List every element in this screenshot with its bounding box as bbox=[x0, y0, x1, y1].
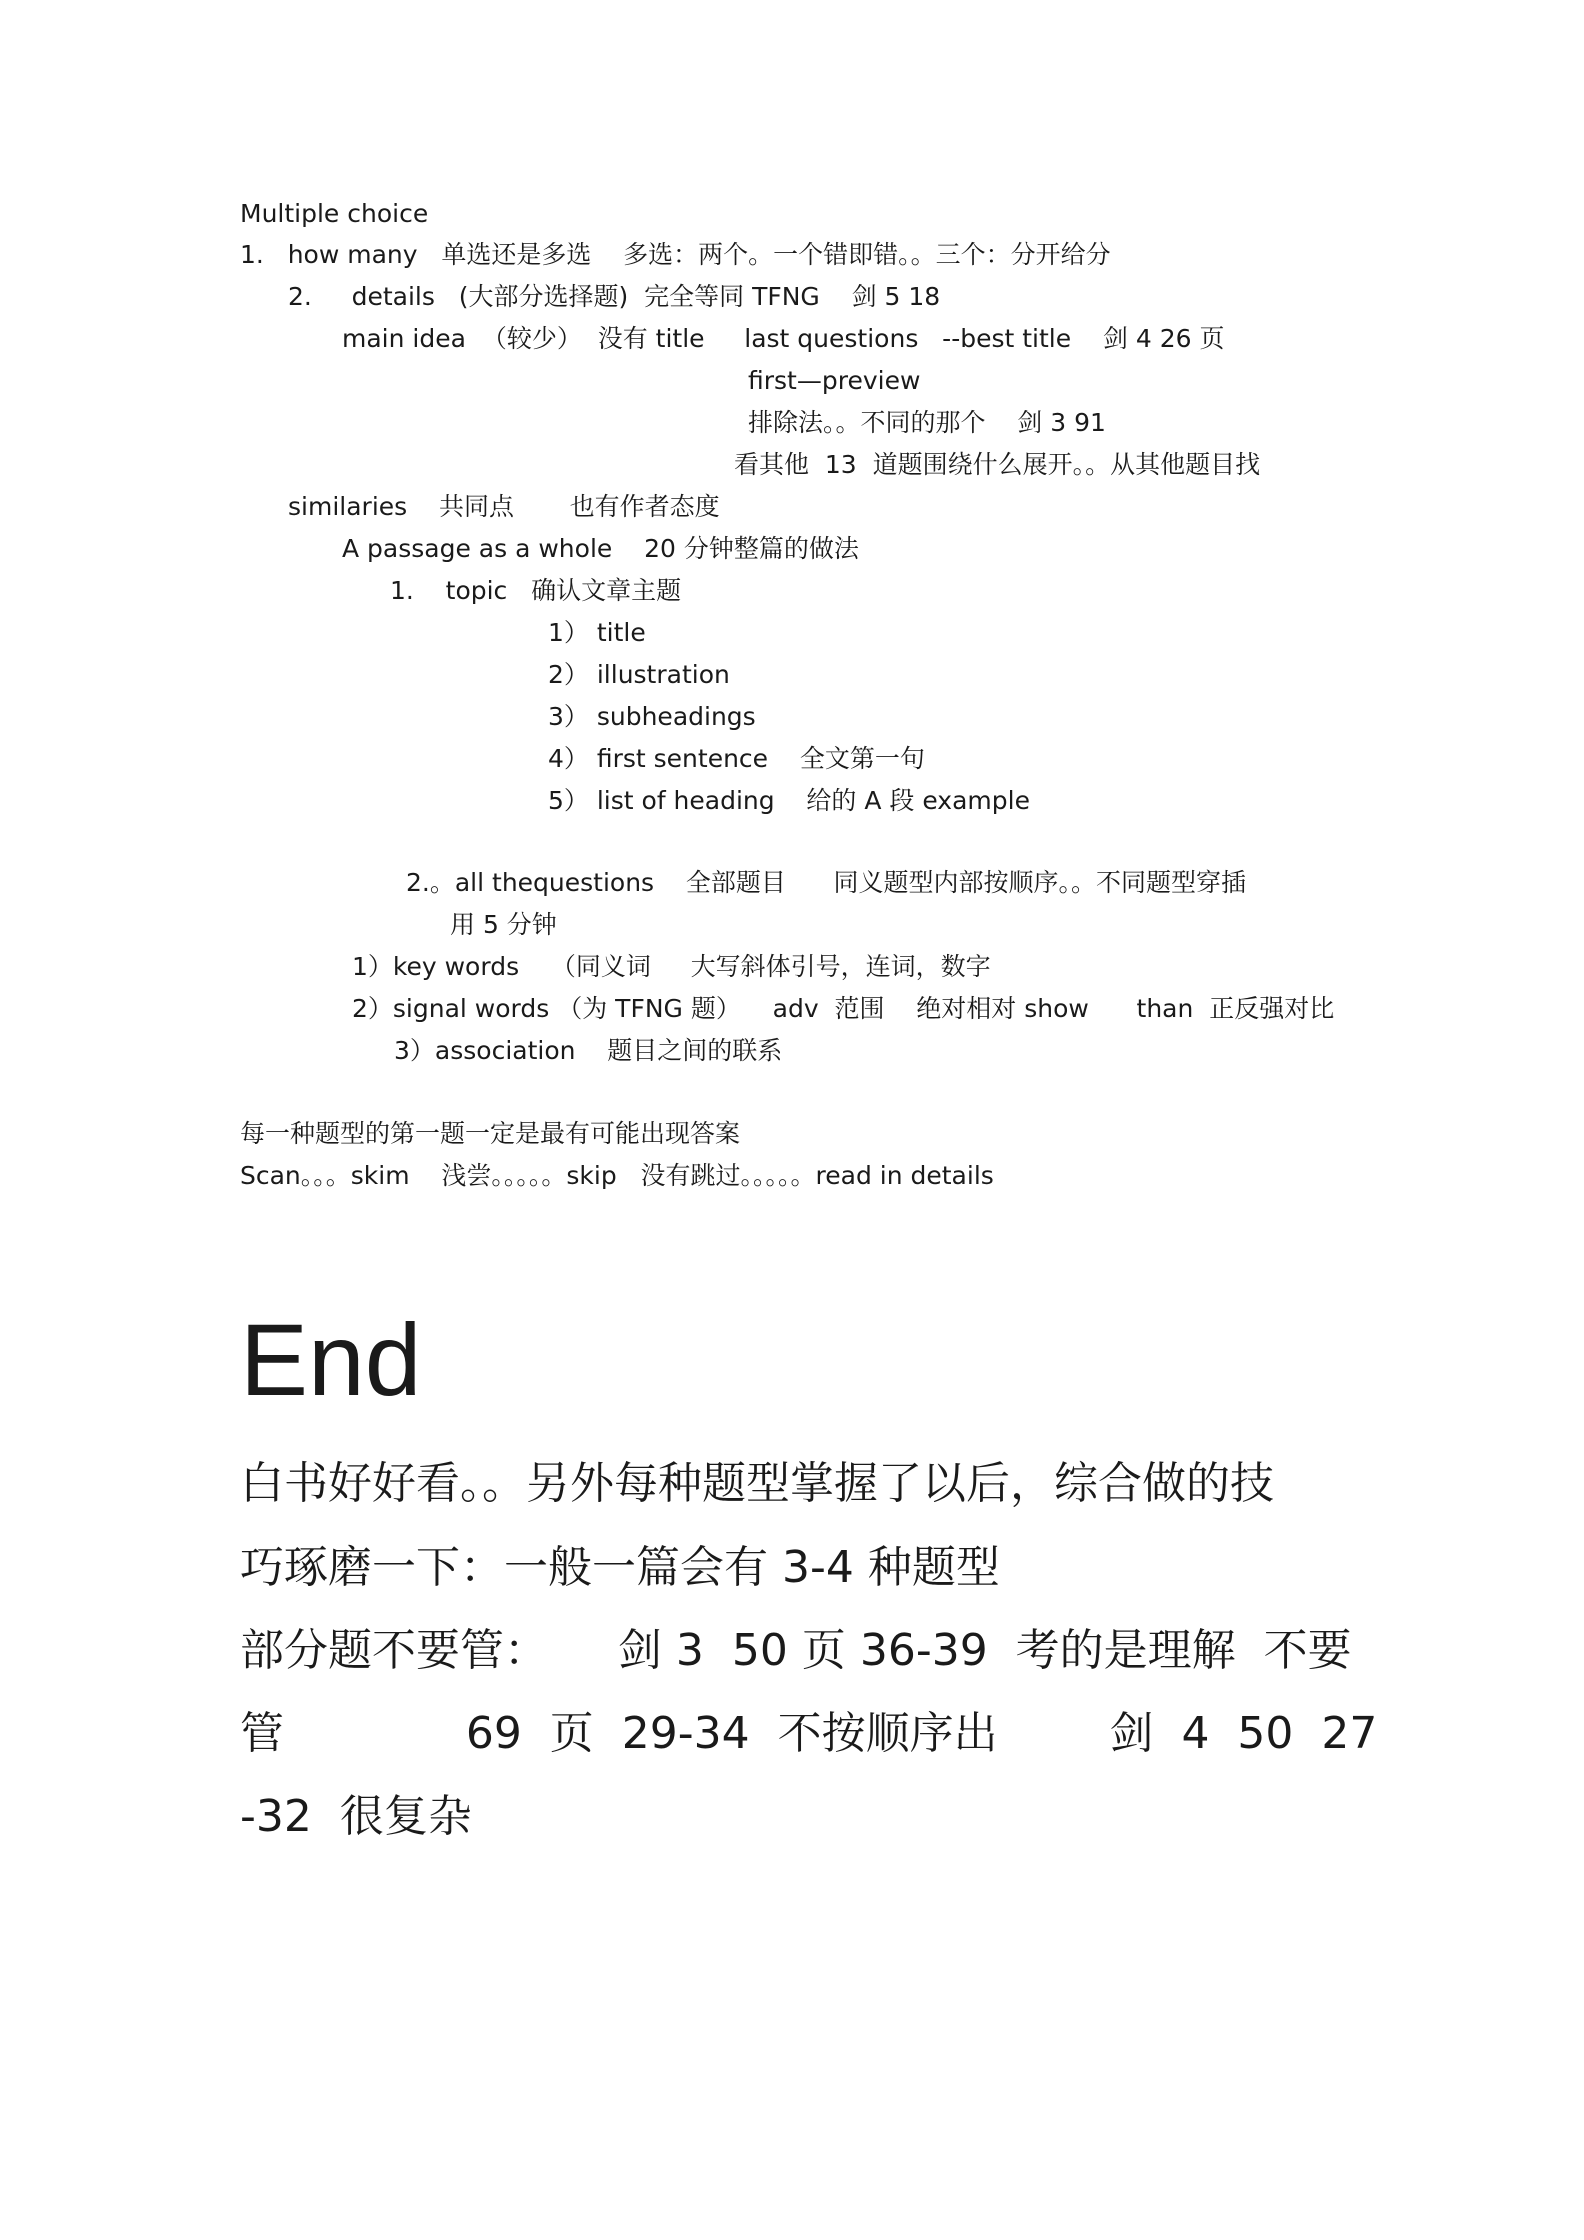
note-line: 2. details (大部分选择题) 完全等同 TFNG 剑 5 18 bbox=[288, 282, 941, 311]
section-heading-multiple-choice: Multiple choice bbox=[240, 199, 429, 228]
note-line: 每一种题型的第一题一定是最有可能出现答案 bbox=[240, 1119, 741, 1148]
list-item: 1） title bbox=[548, 618, 646, 647]
note-line: 排除法。。不同的那个 剑 3 91 bbox=[748, 408, 1106, 437]
note-line: 1. how many 单选还是多选 多选：两个。一个错即错。。三个：分开给分 bbox=[240, 240, 1111, 269]
closing-text-line: 部分题不要管： 剑 3 50 页 36-39 考的是理解 不要 bbox=[240, 1625, 1352, 1676]
closing-text-line: 管 69 页 29-34 不按顺序出 剑 4 50 27 bbox=[240, 1708, 1378, 1759]
end-heading: End bbox=[240, 1303, 422, 1417]
list-item: 3） subheadings bbox=[548, 702, 756, 731]
list-item: 3）association 题目之间的联系 bbox=[394, 1036, 783, 1065]
note-line: similaries 共同点 也有作者态度 bbox=[288, 492, 720, 521]
list-item: 1）key words （同义词 大写斜体引号，连词，数字 bbox=[352, 952, 991, 981]
note-line: first—preview bbox=[748, 366, 921, 395]
closing-text-line: -32 很复杂 bbox=[240, 1791, 472, 1842]
note-line: 用 5 分钟 bbox=[450, 910, 557, 939]
closing-text-line: 白书好好看。。另外每种题型掌握了以后，综合做的技 bbox=[240, 1458, 1274, 1509]
note-line: 看其他 13 道题围绕什么展开。。从其他题目找 bbox=[734, 450, 1261, 479]
note-line: A passage as a whole 20 分钟整篇的做法 bbox=[342, 534, 859, 563]
note-line: Scan。。。skim 浅尝。。。。。skip 没有跳过。。。。。read in details bbox=[240, 1161, 994, 1190]
note-line: 1. topic 确认文章主题 bbox=[390, 576, 682, 605]
closing-text-line: 巧琢磨一下：一般一篇会有 3-4 种题型 bbox=[240, 1542, 1000, 1593]
list-item: 5） list of heading 给的 A 段 example bbox=[548, 786, 1030, 815]
list-item: 2） illustration bbox=[548, 660, 730, 689]
note-line: 2.。all thequestions 全部题目 同义题型内部按顺序。。不同题型穿插 bbox=[406, 868, 1247, 897]
list-item: 2）signal words （为 TFNG 题） adv 范围 绝对相对 show than 正反强对比 bbox=[352, 994, 1335, 1023]
list-item: 4） first sentence 全文第一句 bbox=[548, 744, 925, 773]
note-line: main idea （较少） 没有 title last questions --best title 剑 4 26 页 bbox=[342, 324, 1225, 353]
